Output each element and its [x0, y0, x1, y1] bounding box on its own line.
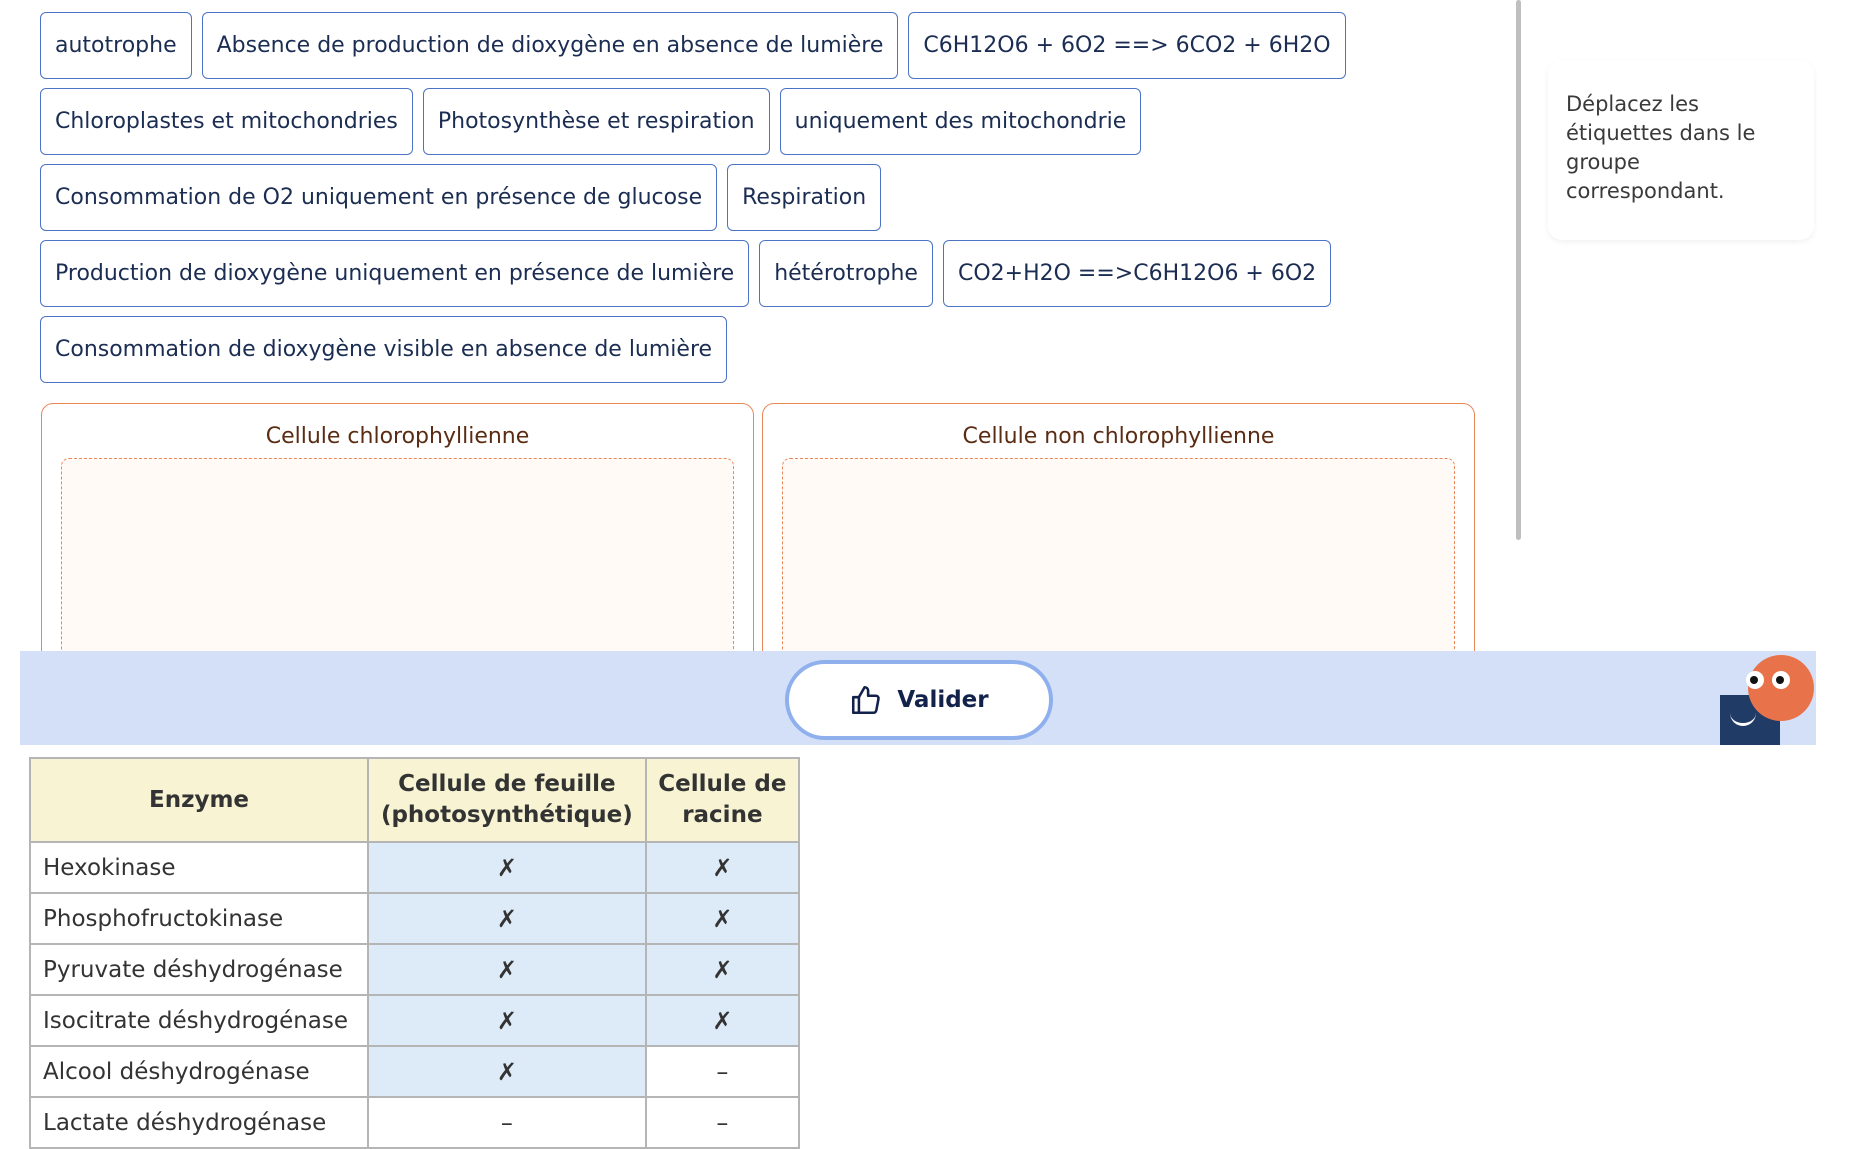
leaf-value: – [368, 1097, 646, 1148]
table-row [30, 842, 799, 893]
enzyme-name: Pyruvate déshydrogénase [30, 944, 368, 995]
group-cellule-chlorophyllienne [41, 403, 754, 663]
table-row [30, 995, 799, 1046]
root-value: – [646, 1046, 799, 1097]
root-value: – [646, 1097, 799, 1148]
enzyme-name: Phosphofructokinase [30, 893, 368, 944]
label-chip[interactable]: Chloroplastes et mitochondries [40, 88, 413, 155]
drop-zone-chlorophyllienne[interactable] [61, 458, 734, 672]
label-chip[interactable]: C6H12O6 + 6O2 ==> 6CO2 + 6H2O [908, 12, 1345, 79]
label-row [40, 88, 1480, 155]
label-row [40, 12, 1480, 79]
label-chip[interactable]: Photosynthèse et respiration [423, 88, 770, 155]
leaf-value: ✗ [368, 893, 646, 944]
leaf-value: ✗ [368, 842, 646, 893]
table-row [30, 944, 799, 995]
drop-zone-non-chlorophyllienne[interactable] [782, 458, 1455, 672]
label-chip[interactable]: uniquement des mitochondrie [780, 88, 1142, 155]
instruction-card [1548, 60, 1814, 240]
label-chip[interactable]: hétérotrophe [759, 240, 933, 307]
group-title: Cellule non chlorophyllienne [962, 424, 1275, 449]
header-root-cell: Cellule de racine [646, 758, 799, 842]
label-row [40, 316, 1480, 383]
action-bar [20, 651, 1816, 745]
mascot-smile [1730, 709, 1756, 726]
instruction-text: Déplacez les étiquettes dans le groupe correspondant. [1566, 92, 1756, 203]
enzyme-name: Alcool déshydrogénase [30, 1046, 368, 1097]
scrollbar[interactable] [1516, 0, 1521, 540]
root-value: ✗ [646, 842, 799, 893]
label-chip[interactable]: Production de dioxygène uniquement en présence de lumière [40, 240, 749, 307]
leaf-value: ✗ [368, 1046, 646, 1097]
label-chip[interactable]: Consommation de dioxygène visible en absence de lumière [40, 316, 727, 383]
root-value: ✗ [646, 944, 799, 995]
group-cellule-non-chlorophyllienne [762, 403, 1475, 663]
enzyme-name: Hexokinase [30, 842, 368, 893]
root-value: ✗ [646, 893, 799, 944]
header-leaf-cell: Cellule de feuille (photosynthétique) [368, 758, 646, 842]
mascot-icon[interactable] [1748, 655, 1814, 721]
table-header-row [30, 758, 799, 842]
label-row [40, 164, 1480, 231]
table-row [30, 893, 799, 944]
root-value: ✗ [646, 995, 799, 1046]
label-chip[interactable]: Absence de production de dioxygène en absence de lumière [202, 12, 899, 79]
leaf-value: ✗ [368, 995, 646, 1046]
validate-button[interactable] [785, 660, 1053, 740]
label-chip[interactable]: Respiration [727, 164, 881, 231]
label-chip[interactable]: autotrophe [40, 12, 192, 79]
label-bank [40, 12, 1480, 392]
table-row [30, 1097, 799, 1148]
label-row [40, 240, 1480, 307]
enzyme-table [29, 757, 800, 1149]
header-enzyme: Enzyme [30, 758, 368, 842]
mascot-eye [1746, 671, 1764, 689]
label-chip[interactable]: Consommation de O2 uniquement en présence de glucose [40, 164, 717, 231]
group-title: Cellule chlorophyllienne [265, 424, 530, 449]
validate-label: Valider [897, 687, 989, 713]
enzyme-name: Isocitrate déshydrogénase [30, 995, 368, 1046]
mascot-eye [1772, 671, 1790, 689]
enzyme-name: Lactate déshydrogénase [30, 1097, 368, 1148]
table-row [30, 1046, 799, 1097]
leaf-value: ✗ [368, 944, 646, 995]
label-chip[interactable]: CO2+H2O ==>C6H12O6 + 6O2 [943, 240, 1331, 307]
thumbs-up-icon [849, 683, 883, 717]
